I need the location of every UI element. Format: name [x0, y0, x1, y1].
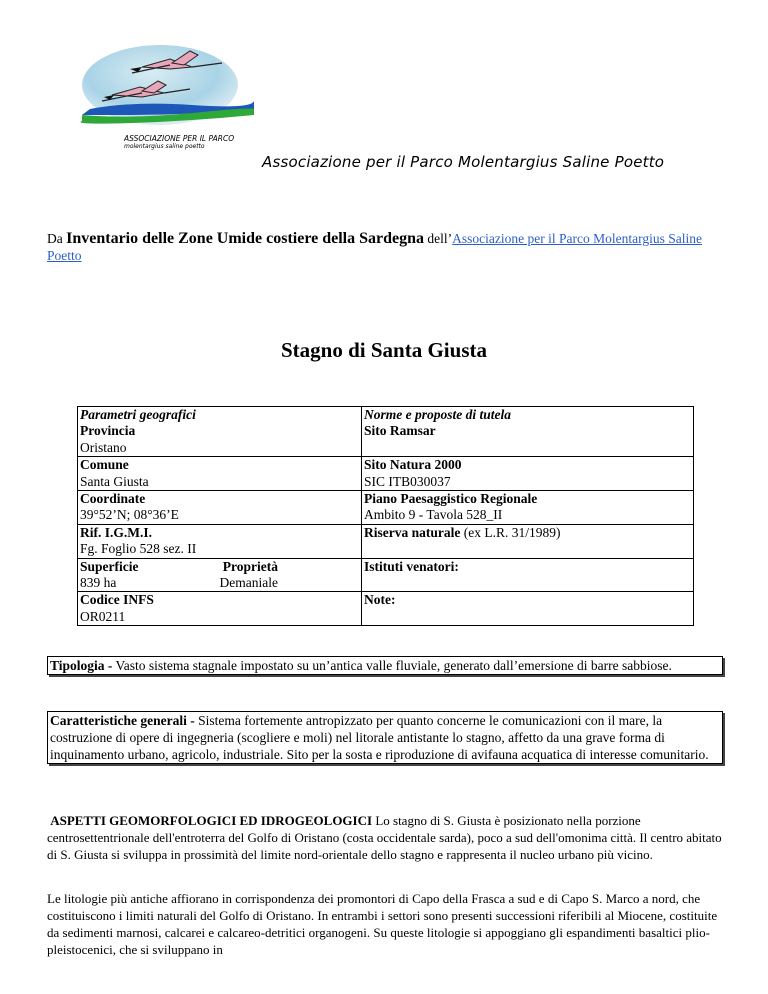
tipologia-text: Vasto sistema stagnale impostato su un’antica valle fluviale, generato dall’emersione di barre sabbiose.	[115, 658, 672, 673]
aspetti-heading: ASPETTI GEOMORFOLOGICI ED IDROGEOLOGICI	[50, 813, 373, 828]
caratteristiche-box	[47, 711, 723, 764]
association-link[interactable]: Associazione per il Parco Molentargius Saline Poetto	[47, 231, 702, 263]
coordinate-value: 39°52’N; 08°36’E	[80, 507, 179, 523]
piano-value: Ambito 9 - Tavola 528_II	[364, 507, 503, 523]
geo-params-heading: Parametri geografici	[80, 407, 196, 422]
cell-superficie	[78, 558, 362, 592]
litologie-paragraph	[47, 890, 727, 958]
cell-riserva	[362, 524, 694, 558]
comune-label: Comune	[80, 457, 129, 473]
note-label: Note:	[364, 592, 396, 608]
cell-note	[362, 592, 694, 626]
inventory-title: Inventario delle Zone Umide costiere della Sardegna	[66, 230, 425, 247]
intro-middle: dell’	[427, 231, 453, 246]
cell-infs	[78, 592, 362, 626]
natura-value: SIC ITB030037	[364, 473, 451, 489]
cell-ramsar	[362, 407, 694, 457]
infs-label: Codice INFS	[80, 592, 154, 608]
infs-value: OR0211	[80, 608, 126, 624]
intro-prefix: Da	[47, 231, 63, 246]
superficie-label: Superficie	[80, 558, 139, 574]
tipologia-label: Tipologia -	[50, 658, 113, 673]
comune-value: Santa Giusta	[80, 473, 149, 489]
cell-igmi	[78, 524, 362, 558]
caratteristiche-label: Caratteristiche generali -	[50, 713, 195, 728]
flamingo-logo-icon	[72, 43, 262, 171]
igmi-value: Fg. Foglio 528 sez. II	[80, 541, 197, 557]
aspetti-text: Lo stagno di S. Giusta è posizionato nella porzione centrosettentrionale dell'entroterra del Golfo di Oristano (costa occidentale sarda), poco a sud dell'omonima città. Il centro abitato di S. Giusta si sviluppa in prossimità del limite nord-orientale dello stagno e rappresenta il nucleo urbano più vicino.	[47, 813, 722, 862]
cell-piano	[362, 491, 694, 525]
ramsar-label: Sito Ramsar	[364, 423, 436, 439]
piano-label: Piano Paesaggistico Regionale	[364, 491, 538, 507]
intro-paragraph	[47, 230, 727, 264]
proprieta-label: Proprietà	[222, 558, 278, 574]
cell-coordinate	[78, 491, 362, 525]
natura-label: Sito Natura 2000	[364, 457, 462, 473]
cell-istituti	[362, 558, 694, 592]
association-logo	[72, 43, 262, 171]
cell-natura	[362, 457, 694, 491]
igmi-label: Rif. I.G.M.I.	[80, 524, 152, 540]
tipologia-box	[47, 656, 723, 675]
logo-text-line2: molentargius saline poetto	[124, 143, 205, 150]
logo-text-line1: ASSOCIAZIONE PER IL PARCO	[124, 134, 235, 143]
riserva-label: Riserva naturale	[364, 524, 461, 540]
superficie-value: 839 ha	[80, 575, 117, 591]
coordinate-label: Coordinate	[80, 491, 146, 507]
aspetti-paragraph	[47, 812, 727, 863]
parameters-table	[77, 406, 694, 626]
association-name: Associazione per il Parco Molentargius Saline Poetto	[262, 153, 665, 171]
litologie-text: Le litologie più antiche affiorano in corrispondenza dei promontori di Capo della Frasca a sud e di Capo S. Marco a nord, che costituiscono i limiti naturali del Golfo di Oristano. In entrambi i settori sono presenti successioni riferibili al Miocene, costituite da sedimenti marnosi, calcarei e calcareo-detritici organogeni. Su queste litologie si appoggiano gli espandimenti basaltici plio-pleistocenici, che si sviluppano in	[47, 891, 718, 957]
cell-provincia	[78, 407, 362, 457]
page-title: Stagno di Santa Giusta	[281, 338, 487, 362]
riserva-value: (ex L.R. 31/1989)	[463, 524, 561, 540]
cell-comune	[78, 457, 362, 491]
provincia-label: Provincia	[80, 423, 136, 439]
caratteristiche-text: Sistema fortemente antropizzato per quanto concerne le comunicazioni con il mare, la costruzione di opere di ingegneria (scogliere e moli) nel litorale antistante lo stagno, affetto da una grave forma di inquinamento urbano, agricolo, industriale. Sito per la sosta e riproduzione di avifauna acquatica di interesse comunitario.	[50, 713, 709, 762]
protection-heading: Norme e proposte di tutela	[364, 407, 512, 422]
proprieta-value: Demaniale	[219, 575, 278, 591]
istituti-label: Istituti venatori:	[364, 558, 459, 574]
provincia-value: Oristano	[80, 439, 127, 455]
